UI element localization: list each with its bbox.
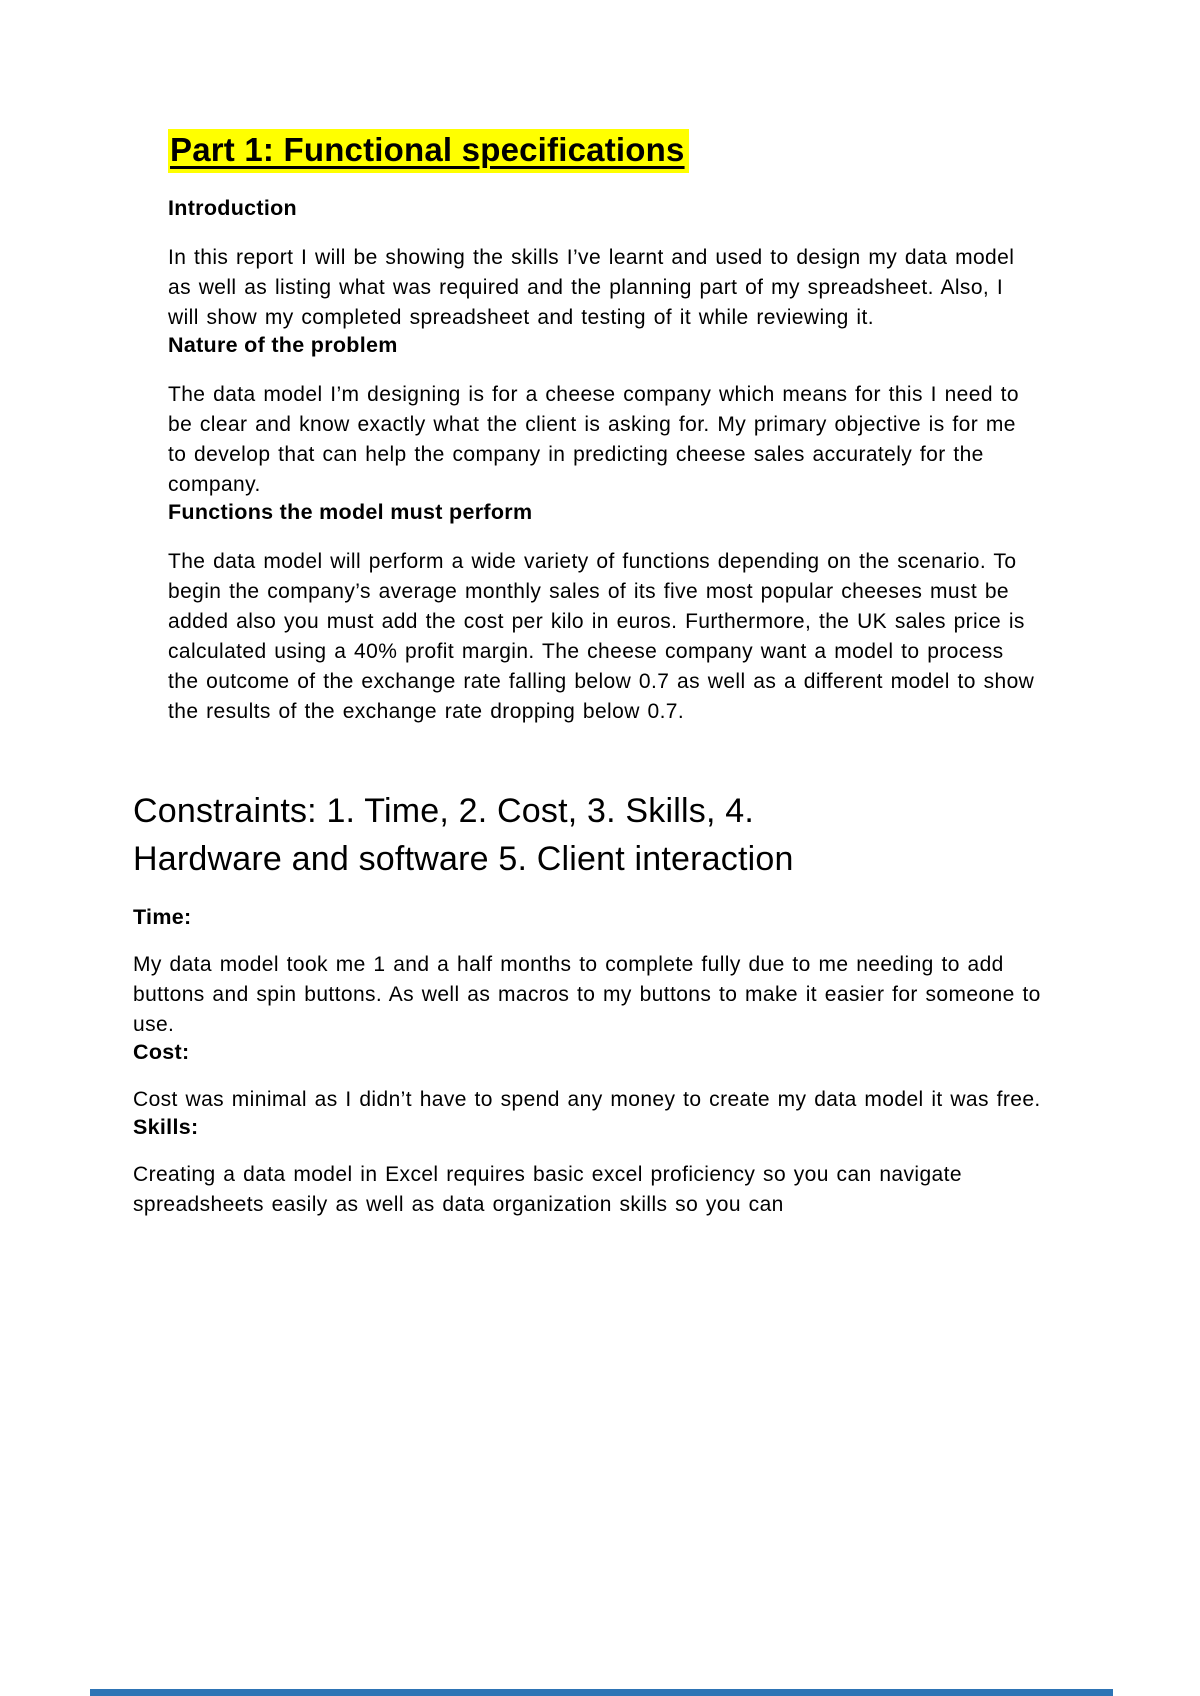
section-body-functions: The data model will perform a wide variety of functions depending on the scenario. To begin the company’s average monthly sales of its five most popular cheeses must be added also you must add the cost per kilo in euros. Furthermore, the UK sales price is calculated using a 40% profit margin. The cheese company want a model to process the outcome of the exchange rate falling below 0.7 as well as a different model to show the results of the exchange rate dropping below 0.7. <box>168 549 1035 723</box>
section-heading-functions: Functions the model must perform <box>168 499 533 524</box>
page-title <box>168 130 1040 170</box>
constraint-body-time: My data model took me 1 and a half months to complete fully due to me needing to add buttons and spin buttons. As well as macros to my buttons to make it easier for someone to use. <box>133 952 1041 1036</box>
constraint-body-cost: Cost was minimal as I didn’t have to spend any money to create my data model it was free. <box>133 1087 1041 1111</box>
section-heading-introduction: Introduction <box>168 195 297 220</box>
section-heading-nature-of-problem: Nature of the problem <box>168 332 398 357</box>
constraints-block <box>133 787 1075 1220</box>
page-title-highlighted-text: Part 1: Functional specifications <box>168 129 689 173</box>
constraints-heading: Constraints: 1. Time, 2. Cost, 3. Skills, 4. Hardware and software 5. Client interaction <box>133 791 794 878</box>
section-body-nature-of-problem: The data model I’m designing is for a cheese company which means for this I need to be clear and know exactly what the client is asking for. My primary objective is for me to develop that can help the company in predicting cheese sales accurately for the company. <box>168 382 1019 496</box>
section-body-introduction: In this report I will be showing the skills I’ve learnt and used to design my data model as well as listing what was required and the planning part of my spreadsheet. Also, I will show my completed spreadsheet and testing of it while reviewing it. <box>168 245 1015 329</box>
next-page-top-bar <box>90 1689 1113 1696</box>
constraint-label-skills: Skills: <box>133 1114 199 1139</box>
constraint-body-skills: Creating a data model in Excel requires basic excel proficiency so you can navigate spreadsheets easily as well as data organization skills so you can <box>133 1162 962 1216</box>
constraint-label-cost: Cost: <box>133 1039 190 1064</box>
constraint-label-time: Time: <box>133 904 192 929</box>
part1-block <box>168 130 1040 727</box>
